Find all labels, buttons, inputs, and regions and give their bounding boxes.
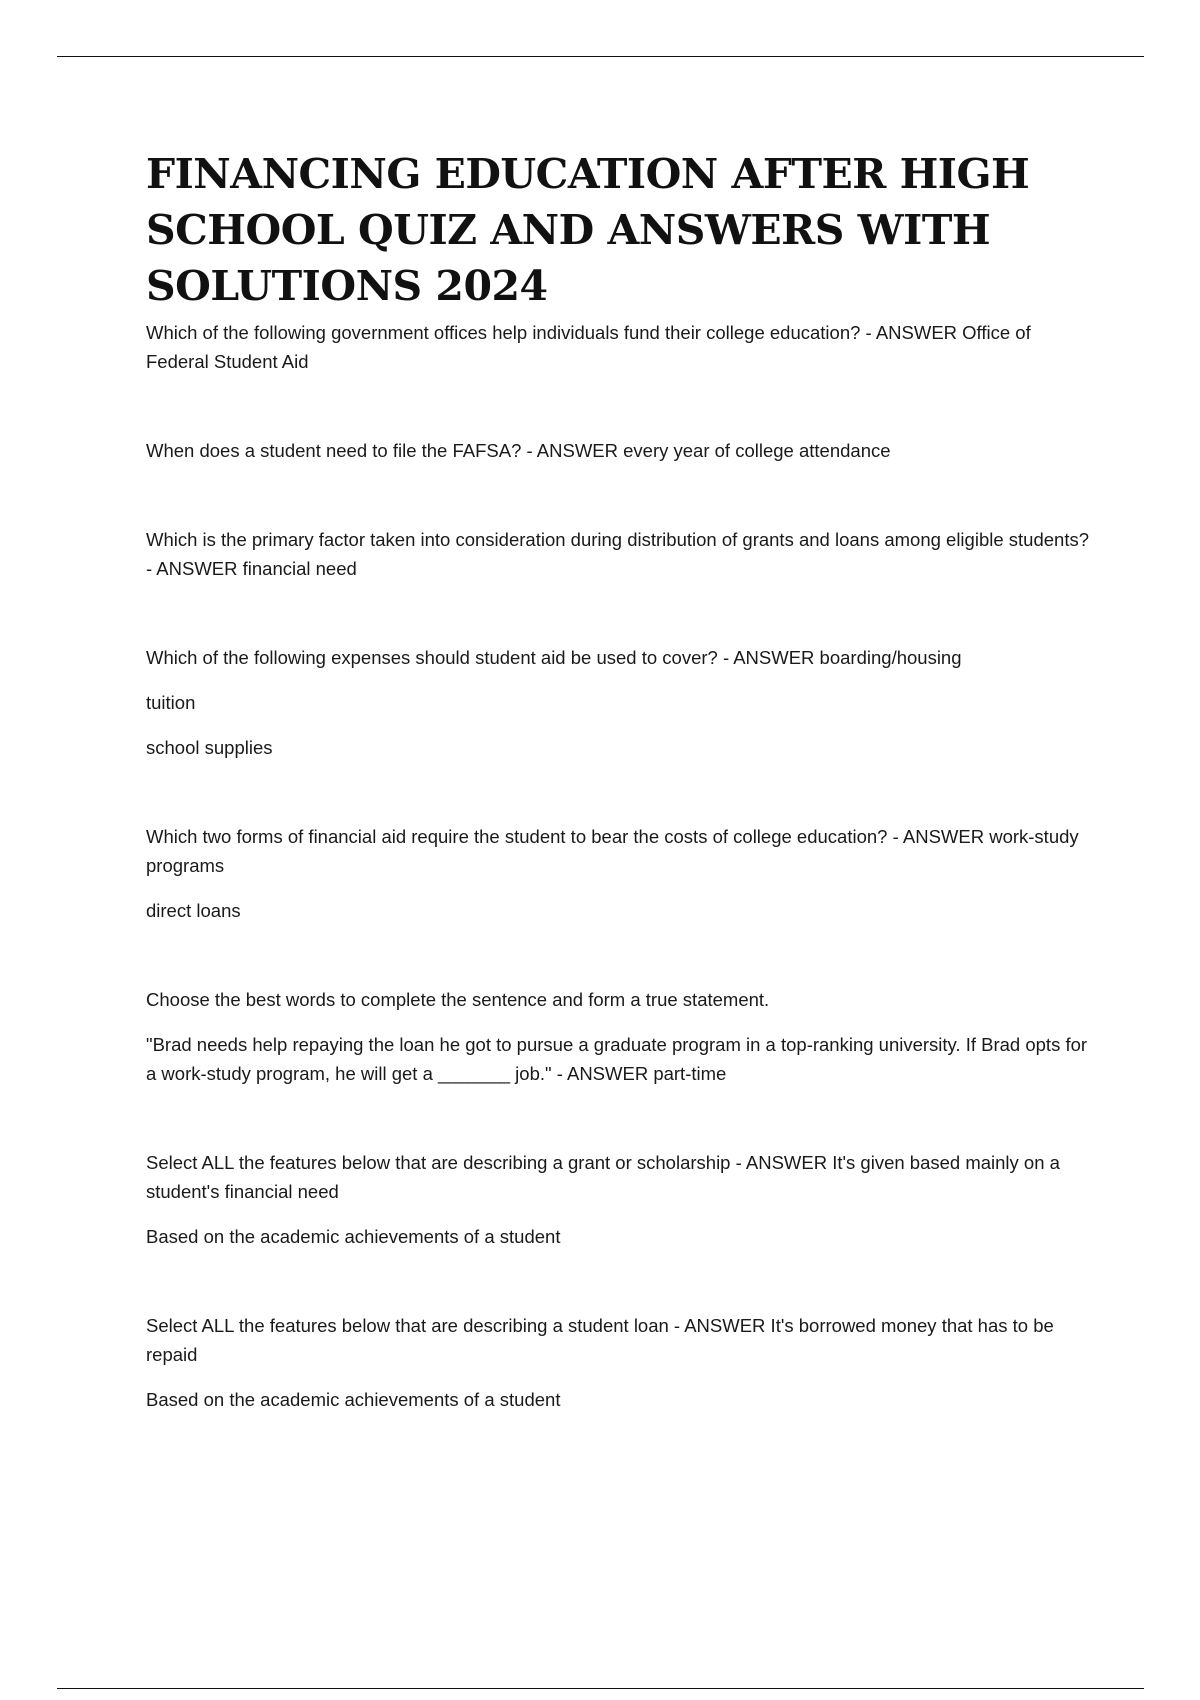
qa-paragraph: "Brad needs help repaying the loan he got to pursue a graduate program in a top-ranking university. If Brad opts for a work-study program, he will get a _______ job." - ANSWER part-time [146, 1034, 1088, 1084]
qa-paragraph: tuition [146, 692, 196, 713]
qa-paragraph: Which is the primary factor taken into consideration during distribution of grants and loans among eligible students? - ANSWER financial need [146, 529, 1089, 579]
qa-paragraph: Based on the academic achievements of a student [146, 1389, 561, 1410]
qa-item-1 [146, 318, 1096, 376]
qa-paragraph: direct loans [146, 900, 241, 921]
qa-paragraph: Select ALL the features below that are describing a student loan - ANSWER It's borrowed money that has to be repaid [146, 1315, 1054, 1365]
qa-item-8 [146, 1311, 1096, 1414]
qa-paragraph: Which of the following government offices help individuals fund their college education? - ANSWER Office of Federal Student Aid [146, 322, 1031, 372]
qa-list [146, 318, 1096, 1414]
header-rule [57, 56, 1144, 57]
qa-item-2 [146, 436, 1096, 465]
qa-item-7 [146, 1148, 1096, 1251]
qa-item-5 [146, 822, 1096, 925]
qa-paragraph: Choose the best words to complete the sentence and form a true statement. [146, 989, 770, 1010]
document-body [146, 146, 1096, 1474]
qa-paragraph: Based on the academic achievements of a student [146, 1226, 561, 1247]
qa-item-6 [146, 985, 1096, 1088]
qa-paragraph: Select ALL the features below that are describing a grant or scholarship - ANSWER It's given based mainly on a student's financial need [146, 1152, 1060, 1202]
qa-paragraph: When does a student need to file the FAFSA? - ANSWER every year of college attendance [146, 440, 891, 461]
document-title: FINANCING EDUCATION AFTER HIGH SCHOOL QUIZ AND ANSWERS WITH SOLUTIONS 2024 [146, 150, 1030, 310]
qa-item-3 [146, 525, 1096, 583]
qa-paragraph: Which of the following expenses should student aid be used to cover? - ANSWER boarding/housing [146, 647, 962, 668]
qa-paragraph: Which two forms of financial aid require the student to bear the costs of college education? - ANSWER work-study programs [146, 826, 1079, 876]
qa-item-4 [146, 643, 1096, 762]
qa-paragraph: school supplies [146, 737, 273, 758]
footer-rule [57, 1688, 1144, 1689]
